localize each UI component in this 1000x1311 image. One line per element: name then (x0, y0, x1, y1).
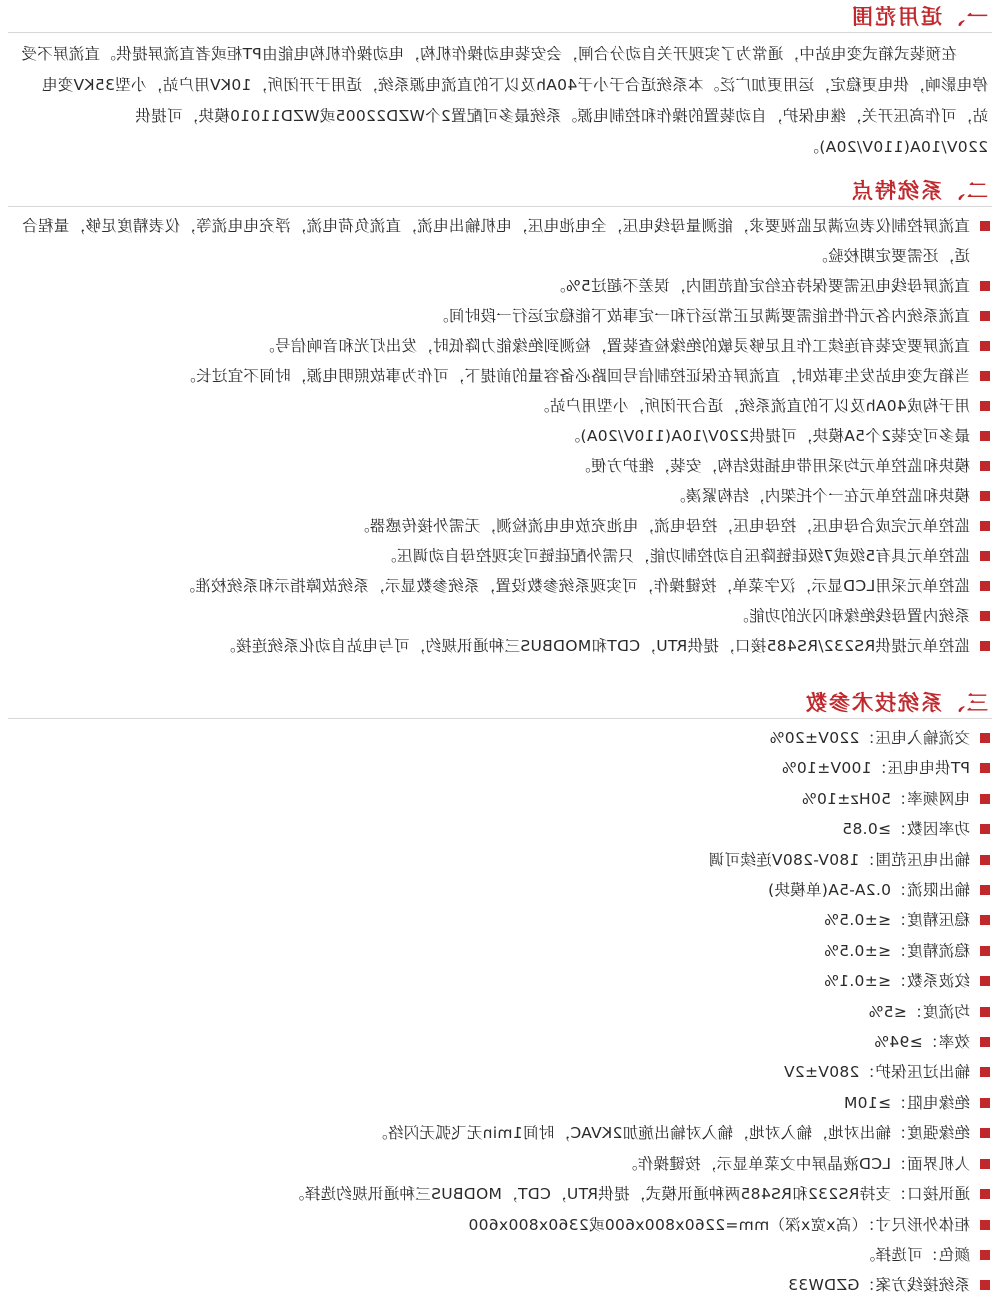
square-bullet-icon (980, 1067, 990, 1077)
square-bullet-icon (980, 611, 990, 621)
square-bullet-icon (980, 641, 990, 651)
square-bullet-icon (980, 1159, 990, 1169)
square-bullet-icon (980, 371, 990, 381)
list-item: 人机界面：LCD液晶屏中文菜单显示，按键操作。 (8, 1149, 992, 1179)
list-item: 系统内置母线绝缘和闪光的功能。 (8, 601, 992, 631)
list-item: 输出限流：0.2A-5A(单模块) (8, 875, 992, 905)
list-item: 直流屏控制仪表应满足监视要求，能测量母线电压，全电池电压，电机输出电流，直流负荷电流，浮充电电流等，仪表精度足够，量程合适，还需要定期校验。 (8, 211, 992, 271)
section-header (8, 176, 992, 207)
list-item: 监控单元采用LCD显示，汉字菜单，按键操作，可实现系统参数设置，系统参数显示，系统故障指示和系统校准。 (8, 571, 992, 601)
list-item: 绝缘电阻：≥10M (8, 1088, 992, 1118)
section-title: 二、系统特点 (850, 179, 988, 203)
section-title: 三、系统技术参数 (804, 691, 988, 715)
list-item: PT供电电压：100V±10% (8, 753, 992, 783)
square-bullet-icon (980, 794, 990, 804)
list-item: 效率：≥94% (8, 1027, 992, 1057)
section-title: 一、适用范围 (850, 5, 988, 29)
square-bullet-icon (980, 1189, 990, 1199)
list-item: 直流屏要安装有连续工作且足够灵敏的绝缘检查装置，检测到绝缘能力降低时，发出灯光和音响信号。 (8, 331, 992, 361)
feature-list (8, 211, 992, 661)
list-item: 稳压精度：≤±0.5% (8, 905, 992, 935)
list-item: 均流度：≤5% (8, 997, 992, 1027)
square-bullet-icon (980, 1220, 990, 1230)
section-header (8, 688, 992, 719)
list-item: 直流系统内各元件性能需要满足正常运行和一定事故下能稳定运行一段时间。 (8, 301, 992, 331)
square-bullet-icon (980, 491, 990, 501)
square-bullet-icon (980, 221, 990, 231)
square-bullet-icon (980, 461, 990, 471)
square-bullet-icon (980, 855, 990, 865)
list-item: 交流输入电压：220V±20% (8, 723, 992, 753)
list-item: 模块和监控单元均采用带电插拔结构，安装，维护方便。 (8, 451, 992, 481)
list-item: 稳流精度：≤±0.5% (8, 936, 992, 966)
square-bullet-icon (980, 341, 990, 351)
list-item: 最多可安装2个5A模块，可提供220V/10A(110V/20A)。 (8, 421, 992, 451)
list-item: 监控单元完成合母电压，控母电压，控母电流，电池充放电电流检测，无需外接传感器。 (8, 511, 992, 541)
square-bullet-icon (980, 581, 990, 591)
square-bullet-icon (980, 885, 990, 895)
list-item: 通讯接口：支持RS232和RS485两种通讯模式，提供RTU，CDT，MODBUS三种通讯规约选择。 (8, 1179, 992, 1209)
section-features (8, 176, 992, 661)
list-item: 纹波系数：≤±0.1% (8, 966, 992, 996)
list-item: 模块和监控单元在一个托架内，结构紧凑。 (8, 481, 992, 511)
list-item: 输出电压范围：180V-280V连续可调 (8, 845, 992, 875)
list-item: 监控单元具有5级或7级硅链降压自动控制功能，只需外配硅链可实现控母自动调压。 (8, 541, 992, 571)
list-item: 输出过压保护：280V±2V (8, 1057, 992, 1087)
list-item: 柜体外形尺寸：（高x宽x深）mm=2260x800x600或2360x800x600 (8, 1210, 992, 1240)
square-bullet-icon (980, 1037, 990, 1047)
section-parameters (8, 688, 992, 1301)
scope-paragraph: 在预装式箱式变电站中，通常为了实现开关自动分合闸，会安装电动操作机构，电动操作机构电能由PT柜或者直流屏提供。直流屏不受停电影响，供电更稳定，运用更加广泛。本系统适合于小于40Ah及以下的直流电源系统，适用于开闭所，10KV用户站，小型35KV变电站，可作高压开关，继电保护，自动装置的操作和控制电源。系统最多可配置2个WZD22005或WZD11010模块，可提供220V/10A(110V/20A)。 (21, 45, 988, 156)
square-bullet-icon (980, 1128, 990, 1138)
square-bullet-icon (980, 763, 990, 773)
square-bullet-icon (980, 976, 990, 986)
square-bullet-icon (980, 1250, 990, 1260)
list-item: 系统接线方案：GZDW33 (8, 1270, 992, 1300)
square-bullet-icon (980, 431, 990, 441)
list-item: 电网频率：50Hz±10% (8, 784, 992, 814)
list-item: 监控单元提供RS232/RS485接口，提供RTU，CDT和MODBUS三种通讯规约，可与电站自动化系统连接。 (8, 631, 992, 661)
square-bullet-icon (980, 401, 990, 411)
list-item: 用于构成40Ah及以下的直流系统，适合开闭所，小型用户站。 (8, 391, 992, 421)
square-bullet-icon (980, 551, 990, 561)
square-bullet-icon (980, 824, 990, 834)
list-item: 颜色：可选择。 (8, 1240, 992, 1270)
parameter-list (8, 723, 992, 1301)
list-item: 绝缘强度：输出对地，输入对地，输入对输出施加2KVAC，时间1min无飞弧无闪络。 (8, 1118, 992, 1148)
square-bullet-icon (980, 946, 990, 956)
square-bullet-icon (980, 1098, 990, 1108)
section-header (8, 2, 992, 33)
square-bullet-icon (980, 915, 990, 925)
square-bullet-icon (980, 1280, 990, 1290)
square-bullet-icon (980, 521, 990, 531)
square-bullet-icon (980, 733, 990, 743)
square-bullet-icon (980, 311, 990, 321)
section-scope (8, 2, 992, 163)
list-item: 直流屏母线电压需要保持在给定值范围内，误差不超过5%。 (8, 271, 992, 301)
list-item: 功率因数：≥0.85 (8, 814, 992, 844)
list-item: 当箱式变电站发生事故时，直流屏在保证控制信号回路必备容量的前提下，可作为事故照明电源，时间不宜过长。 (8, 361, 992, 391)
square-bullet-icon (980, 1007, 990, 1017)
square-bullet-icon (980, 281, 990, 291)
